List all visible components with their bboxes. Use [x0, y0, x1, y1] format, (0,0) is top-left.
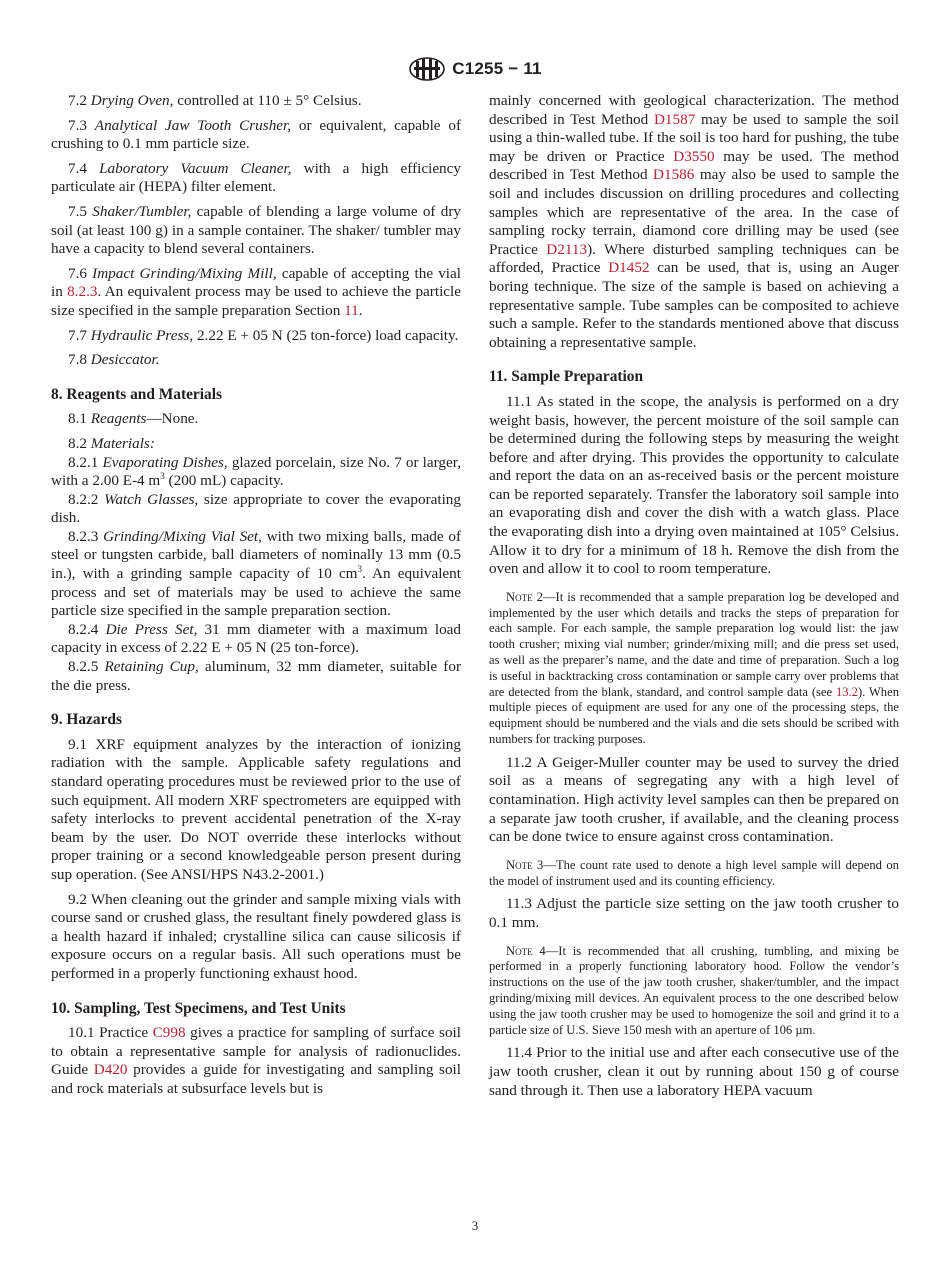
paragraph-8-2-2: 8.2.2 Watch Glasses, size appropriate to cover the evaporating dish.: [51, 490, 461, 527]
paragraph-8-2-3: 8.2.3 Grinding/Mixing Vial Set, with two mixing balls, made of steel or tungsten carbide, ball diameters of nominally 13 mm (0.5 in.), with a grinding sample capacity of 10 $cm^3$. An equivalent process and set of materials may be used to achieve the same particle size specified in the sample preparation section.: [51, 527, 461, 620]
link-d420[interactable]: D420: [93, 1061, 128, 1079]
section-heading-10: 10. Sampling, Test Specimens, and Test Units: [51, 999, 346, 1017]
left-column: [51, 92, 461, 1105]
document-designation: C1255 − 11: [452, 59, 542, 78]
paragraph-7-4: 7.4 Laboratory Vacuum Cleaner, with a high efficiency particulate air (HEPA) filter element.: [51, 159, 461, 196]
paragraph-7-7: 7.7 Hydraulic Press, 2.22 E + 05 N (25 ton-force) load capacity.: [68, 326, 459, 344]
paragraph-11-2: 11.2 A Geiger-Muller counter may be used to survey the dried soil as a means of segregating any with a high level of contamination. High activity level samples can then be prepared on a separate jaw tooth crusher, if available, and the cleaning process can be done twice to ensure against cross contamination.: [489, 753, 899, 846]
paragraph-8-2-1: 8.2.1 Evaporating Dishes, glazed porcelain, size No. 7 or larger, with a 2.00 E-4 $m^3$ (200 mL) capacity.: [51, 453, 462, 490]
note-4: Note 4—It is recommended that all crushing, tumbling, and mixing be performed in a properly functioning laboratory hood. Follow the vendor’s instructions on the use of the jaw tooth crusher, shaker/tumbler, and the impact grinding/mixing mill devices. An equivalent process to the one described below using the jaw tooth crusher may be used to homogenize the soil and grind it to a particle size of U.S. Sieve 150 mesh with an aperture of 106 µm.: [489, 943, 899, 1037]
paragraph-8-2-4: 8.2.4 Die Press Set, 31 mm diameter with a maximum load capacity in excess of 2.22 E + 05 N (25 ton-force).: [51, 620, 462, 657]
page-header: [0, 56, 950, 82]
note-2: Note 2—It is recommended that a sample preparation log be developed and implemented by the user which details and tracks the steps of preparation for each sample. For each sample, the sample preparation log would list: the jaw tooth crusher; mixing vial number; grinder/mixing mill; and die press set used, as well as the preparer’s name, and the date and time of preparation. Such a log is useful in backtracking cross contamination or sample carry over problems that are detected from the blank, standard, and control sample data (see 13.2). When multiple pieces of equipment are used for any one of the processing steps, the equipment should be numbered and the vials and die sets should be scribed with numbers for tracking purposes.: [489, 589, 899, 747]
paragraph-7-5: 7.5 Shaker/Tumbler, capable of blending a large volume of dry soil (at least 100 g) in a sample container. The shaker/ tumbler may have a capacity to blend several containers.: [51, 202, 462, 258]
link-8-2-3[interactable]: 8.2.3: [67, 283, 98, 301]
paragraph-8-1: 8.1 Reagents—None.: [68, 410, 199, 428]
link-c998[interactable]: C998: [152, 1024, 186, 1042]
paragraph-9-1: 9.1 XRF equipment analyzes by the interaction of ionizing radiation with the sample. Applicable safety regulations and standard operating procedures must be reviewed prior to the use of such equipment. All modern XRF spectrometers are equipped with safety interlocks to prevent accidental penetration of the X-ray beam by the user. Do NOT override these interlocks without proper training or a second knowledgeable person present during sup operation. (See ANSI/HPS N43.2-2001.): [51, 735, 461, 883]
note-3: Note 3—The count rate used to denote a high level sample will depend on the model of instrument used and its counting efficiency.: [489, 857, 899, 888]
paragraph-8-2: 8.2 Materials:: [68, 434, 155, 452]
paragraph-7-8: 7.8 Desiccator.: [68, 351, 160, 369]
link-section-11[interactable]: 11: [344, 301, 359, 319]
paragraph-10-1-continued: mainly concerned with geological characterization. The method described in Test Method D1587 may be used to sample the soil using a thin-walled tube. If the soil is too hard for pushing, the tube may be driven or Practice D3550 may be used. The method described in Test Method D1586 may also be used to sample the soil and includes discussion on drilling procedures and collecting samples which are representative of the area. In the case of sampling rocky terrain, diamond core drilling may be used (see Practice D2113). Where disturbed sampling techniques can be afforded, Practice D1452 can be used, that is, using an Auger boring technique. The size of the sample is based on achieving a representative sample. Tube samples can be composited to achieve such a sample. Refer to the standards mentioned above that discuss obtaining a representative sample.: [489, 92, 900, 351]
link-13-2[interactable]: 13.2: [835, 684, 858, 699]
page-number: 3: [471, 1218, 479, 1233]
paragraph-8-2-5: 8.2.5 Retaining Cup, aluminum, 32 mm diameter, suitable for the die press.: [51, 658, 461, 694]
paragraph-11-3: 11.3 Adjust the particle size setting on the jaw tooth crusher to 0.1 mm.: [489, 895, 899, 931]
section-heading-9: 9. Hazards: [51, 711, 122, 729]
paragraph-11-1: 11.1 As stated in the scope, the analysis is performed on a dry weight basis, however, the percent moisture of the soil sample can be determined during the following steps by measuring the weight before and after drying. This provides the opportunity to calculate and report the data on an as-received basis or the percent moisture can be reported separately. Transfer the laboratory soil sample into an evaporating dish and cover the dish with a watch glass. Place the evaporating dish into a drying oven maintained at 105° Celsius. Allow it to dry for a minimum of 18 h. Remove the dish from the oven and allow it to cool to room temperature.: [489, 392, 899, 578]
astm-logo-icon: [408, 56, 446, 82]
paragraph-9-2: 9.2 When cleaning out the grinder and sample mixing vials with course sand or crushed glass, the resultant finely powdered glass is a health hazard if inhaled; crystalline silica can cause silicosis if exposure occurs on a regular basis. All such operations must be performed in a properly functioning exhaust hood.: [51, 890, 461, 982]
paragraph-10-1: 10.1 Practice C998 gives a practice for sampling of surface soil to obtain a representative sample for analysis of radionuclides. Guide D420 provides a guide for investigating and sampling soil and rock materials at subsurface levels but is: [51, 1024, 461, 1097]
paragraph-7-6: 7.6 Impact Grinding/Mixing Mill, capable of accepting the vial in 8.2.3. An equivalent process may be used to achieve the particle size specified in the sample preparation Section 11.: [51, 264, 461, 319]
section-heading-8: 8. Reagents and Materials: [51, 385, 222, 403]
link-d1586[interactable]: D1586: [653, 166, 695, 184]
link-d1587[interactable]: D1587: [653, 110, 696, 128]
paragraph-7-3: 7.3 Analytical Jaw Tooth Crusher, or equivalent, capable of crushing to 0.1 mm particle size.: [51, 116, 462, 153]
section-heading-11: 11. Sample Preparation: [489, 368, 644, 386]
link-d1452[interactable]: D1452: [608, 259, 650, 277]
paragraph-7-2: 7.2 Drying Oven, controlled at 110 ± 5° Celsius.: [68, 92, 362, 109]
link-d3550[interactable]: D3550: [673, 147, 715, 165]
right-column: [489, 92, 899, 1106]
paragraph-11-4: 11.4 Prior to the initial use and after each consecutive use of the jaw tooth crusher, clean it out by running about 150 g of course sand through it. Then use a laboratory HEPA vacuum: [489, 1044, 899, 1099]
link-d2113[interactable]: D2113: [546, 240, 588, 258]
